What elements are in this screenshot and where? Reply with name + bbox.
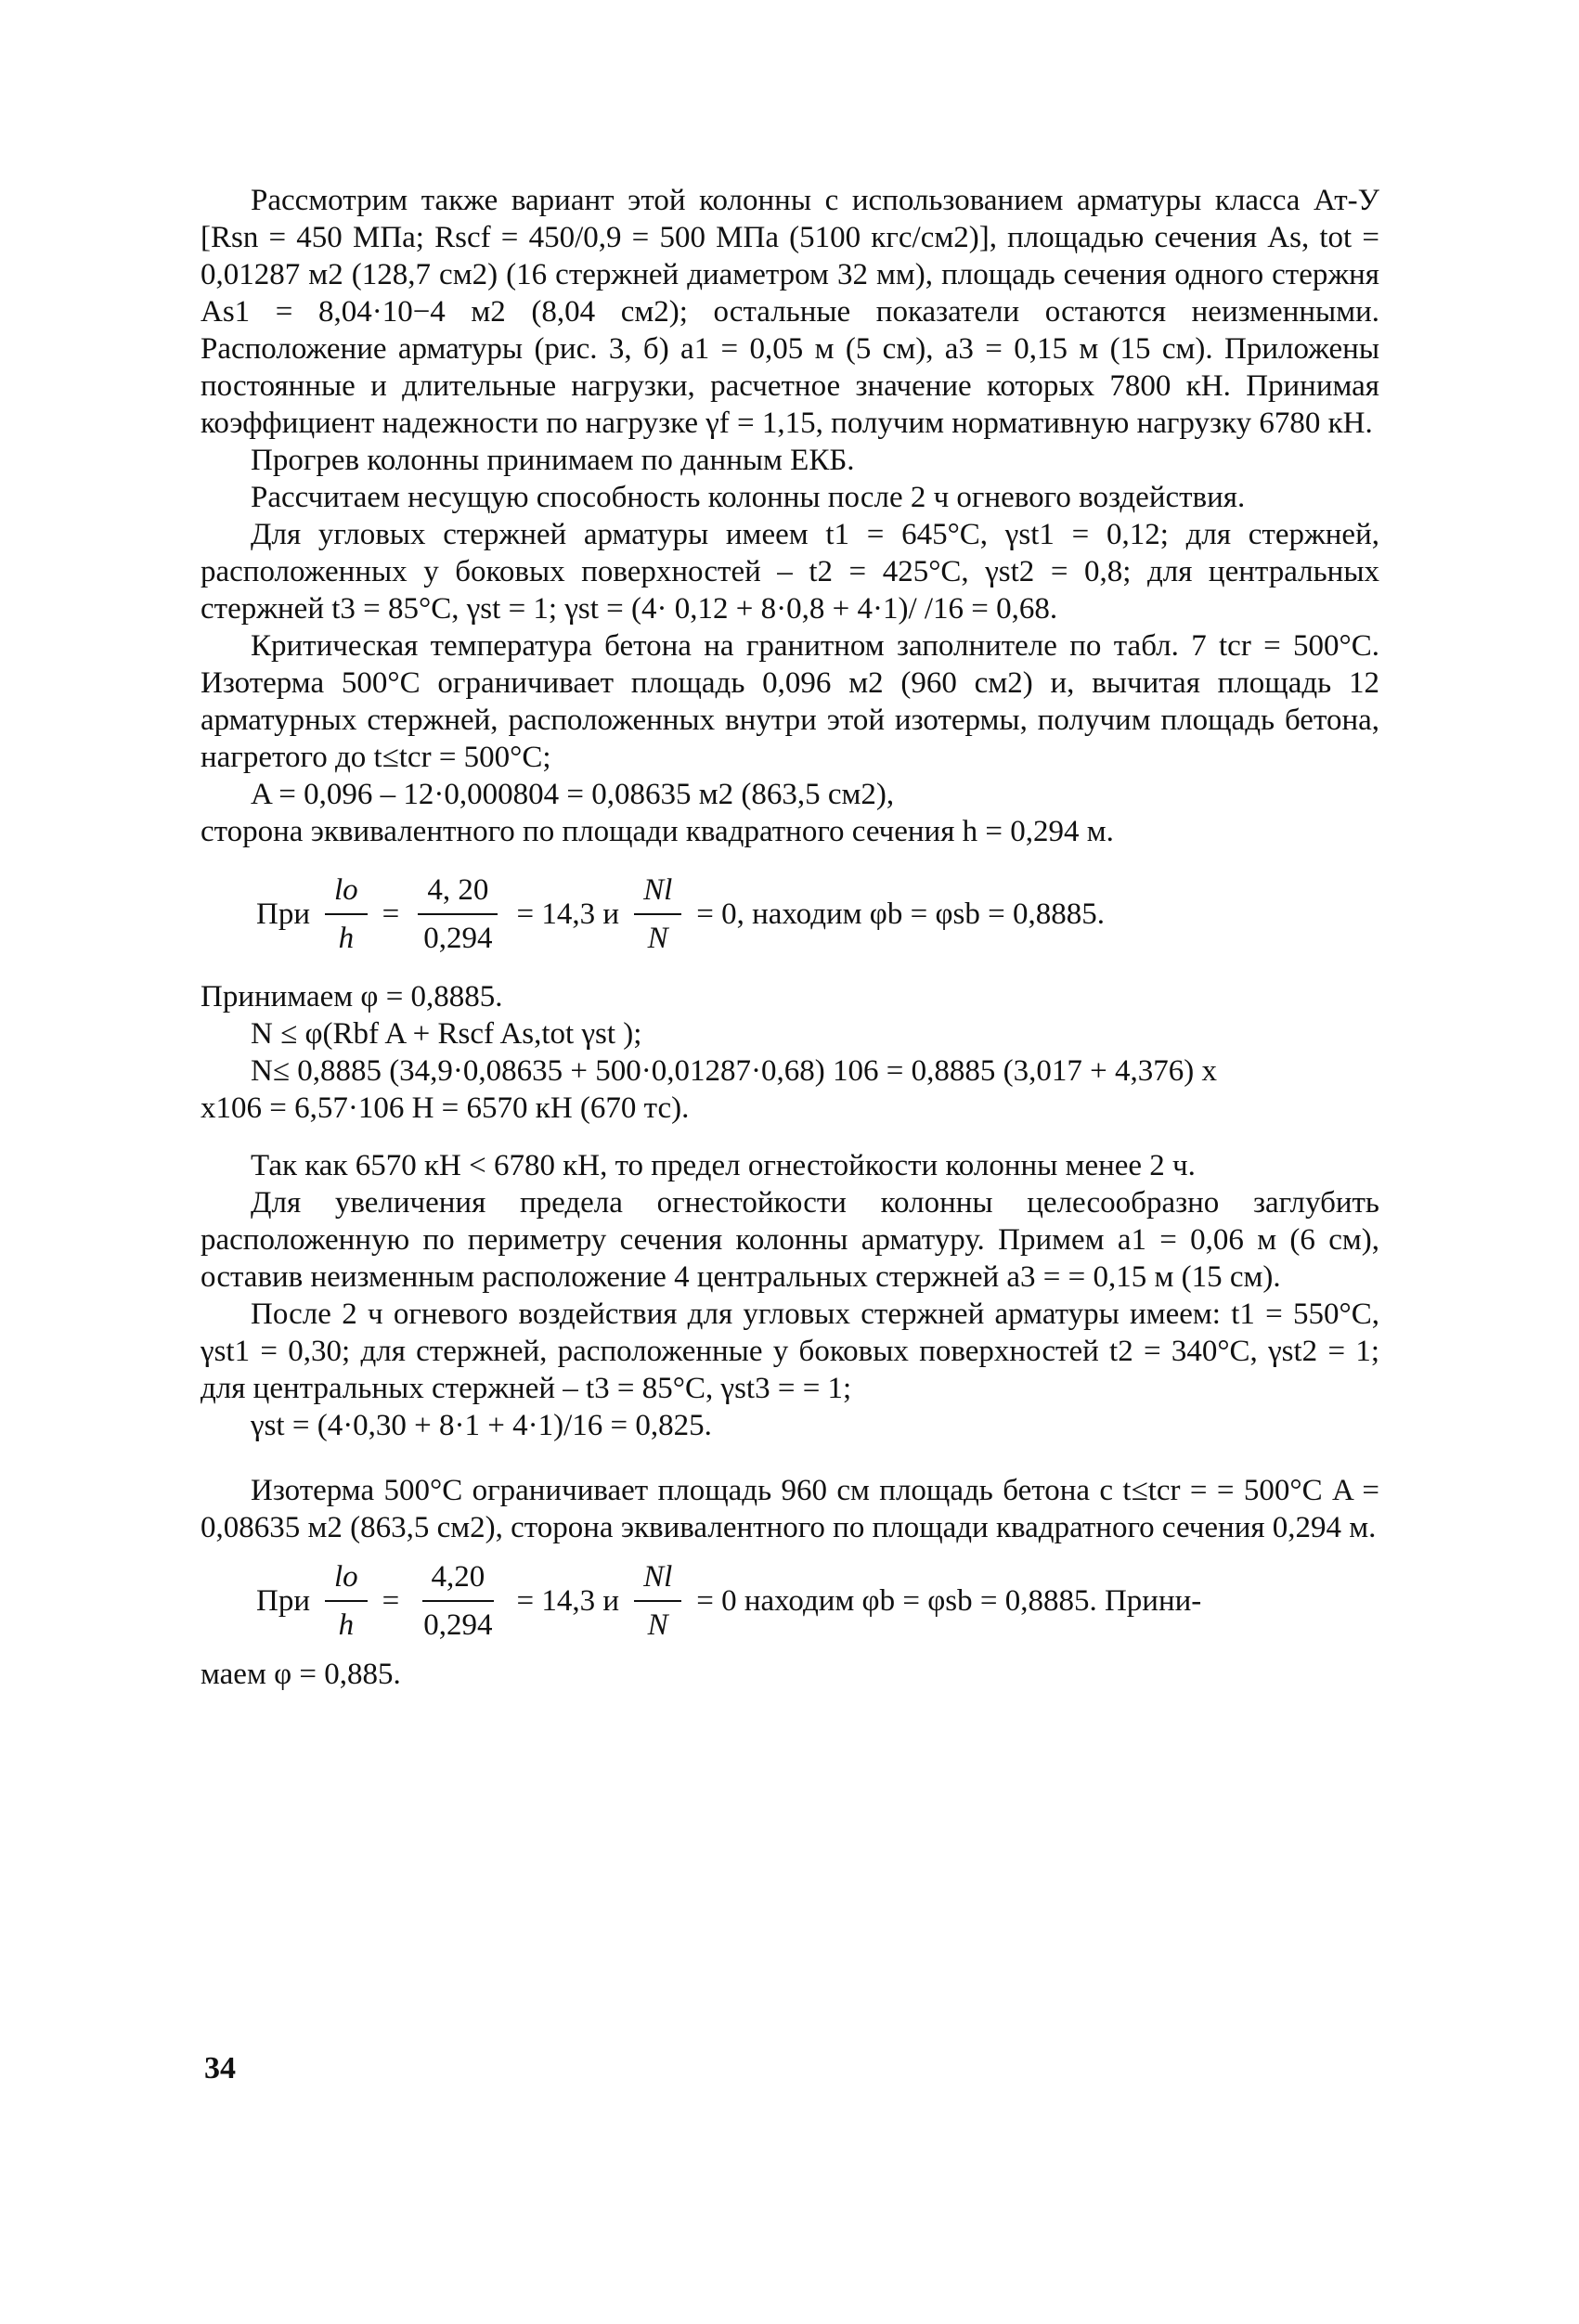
paragraph-equivalent-side: сторона эквивалентного по площади квадратного сечения h = 0,294 м.: [201, 815, 1114, 848]
fraction-numerator: Nl: [634, 1557, 681, 1602]
fraction-denominator: 0,294: [423, 922, 493, 955]
fraction-denominator: N: [647, 922, 668, 955]
fraction-lo-h: [325, 1557, 368, 1645]
fraction-denominator: 0,294: [423, 1608, 493, 1642]
fraction-lo-h: [325, 871, 368, 958]
paragraph-accept-phi-final: маем φ = 0,885.: [201, 1658, 401, 1691]
page-number: 34: [204, 2051, 236, 2085]
formula-gamma-st: γst = (4·0,30 + 8·1 + 4·1)/16 = 0,825.: [251, 1409, 712, 1442]
formula-calculation: N≤ 0,8885 (34,9·0,08635 + 500·0,01287·0,68) 106 = 0,8885 (3,017 + 4,376) x: [251, 1054, 1217, 1088]
paragraph-fire-resistance-conclusion: Так как 6570 кН < 6780 кН, то предел огнестойкости колонны менее 2 ч.: [251, 1149, 1196, 1182]
formula-area: A = 0,096 – 12·0,000804 = 0,08635 м2 (863,5 см2),: [251, 778, 895, 811]
formula-slenderness-1: [201, 859, 1379, 969]
equals-sign: =: [382, 897, 400, 931]
formula-slenderness-2: [201, 1546, 1379, 1656]
page-body: [201, 182, 1379, 1693]
equals-sign: =: [382, 1584, 400, 1618]
fraction-numerator: lo: [325, 1557, 368, 1602]
fraction-numerator: Nl: [634, 871, 681, 915]
formula-result: = 14,3 и: [516, 1584, 620, 1618]
formula-prefix: При: [256, 897, 310, 931]
paragraph-critical-temperature: Критическая температура бетона на гранитном заполнителе по табл. 7 tcr = 500°С. Изотерма 500°С ограничивает площадь 0,096 м2 (960 см2) и, вычитая площадь 12 арматурных стержней, расположенных внутри этой изотермы, получим площадь бетона, нагретого до t≤tcr = 500°С;: [201, 629, 1379, 774]
paragraph-bearing-capacity: Рассчитаем несущую способность колонны после 2 ч огневого воздействия.: [251, 481, 1246, 514]
paragraph-reinforcement-variant: Рассмотрим также вариант этой колонны с использованием арматуры класса Ат-У [Rsn = 450 МПа; Rscf = 450/0,9 = 500 МПа (5100 кгс/см2)], площадью сечения As, tot = 0,01287 м2 (128,7 см2) (16 стержней диаметром 32 мм), площадь сечения одного стержня As1 = 8,04·10−4 м2 (8,04 см2); остальные показатели остаются неизменными. Расположение арматуры (рис. 3, б) a1 = 0,05 м (5 см), a3 = 0,15 м (15 см). Приложены постоянные и длительные нагрузки, расчетное значение которых 7800 кН. Принимая коэффициент надежности по нагрузке γf = 1,15, получим нормативную нагрузку 6780 кН.: [201, 184, 1379, 440]
paragraph-heating-data: Прогрев колонны принимаем по данным ЕКБ.: [251, 444, 855, 477]
paragraph-after-fire: После 2 ч огневого воздействия для угловых стержней арматуры имеем: t1 = 550°С, γst1 = 0,30; для стержней, расположенные у боковых поверхностей t2 = 340°С, γst2 = 1; для центральных стержней – t3 = 85°С, γst3 = = 1;: [201, 1298, 1379, 1405]
paragraph-corner-bars: Для угловых стержней арматуры имеем t1 = 645°С, γst1 = 0,12; для стержней, расположенных у боковых поверхностей – t2 = 425°С, γst2 = 0,8; для центральных стержней t3 = 85°С, γst = 1; γst = (4· 0,12 + 8·0,8 + 4·1)/ /16 = 0,68.: [201, 518, 1379, 626]
formula-prefix: При: [256, 1584, 310, 1618]
fraction-nl-n: [634, 871, 681, 958]
formula-tail: = 0, находим φb = φsb = 0,8885.: [696, 897, 1105, 931]
formula-result: = 14,3 и: [516, 897, 620, 931]
fraction-denominator: N: [647, 1608, 668, 1642]
fraction-numerator: 4,20: [422, 1557, 495, 1602]
formula-condition: N ≤ φ(Rbf A + Rscf As,tot γst );: [251, 1017, 642, 1051]
fraction-denominator: h: [338, 922, 355, 955]
paragraph-accept-phi: Принимаем φ = 0,8885.: [201, 980, 503, 1014]
fraction-nl-n: [634, 1557, 681, 1645]
fraction-denominator: h: [338, 1608, 355, 1642]
formula-calculation-cont: x106 = 6,57·106 Н = 6570 кН (670 тс).: [201, 1091, 690, 1125]
fraction-values: [414, 1557, 501, 1645]
fraction-numerator: lo: [325, 871, 368, 915]
fraction-numerator: 4, 20: [418, 871, 498, 915]
paragraph-isotherm: Изотерма 500°С ограничивает площадь 960 см площадь бетона с t≤tcr = = 500°С A = 0,08635 м2 (863,5 см2), сторона эквивалентного по площади квадратного сечения 0,294 м.: [201, 1474, 1379, 1544]
fraction-values: [414, 871, 501, 958]
paragraph-increase-resistance: Для увеличения предела огнестойкости колонны целесообразно заглубить расположенную по периметру сечения колонны арматуру. Примем a1 = 0,06 м (6 см), оставив неизменным расположение 4 центральных стержней a3 = = 0,15 м (15 см).: [201, 1186, 1379, 1294]
formula-tail: = 0 находим φb = φsb = 0,8885. Прини-: [696, 1584, 1202, 1618]
